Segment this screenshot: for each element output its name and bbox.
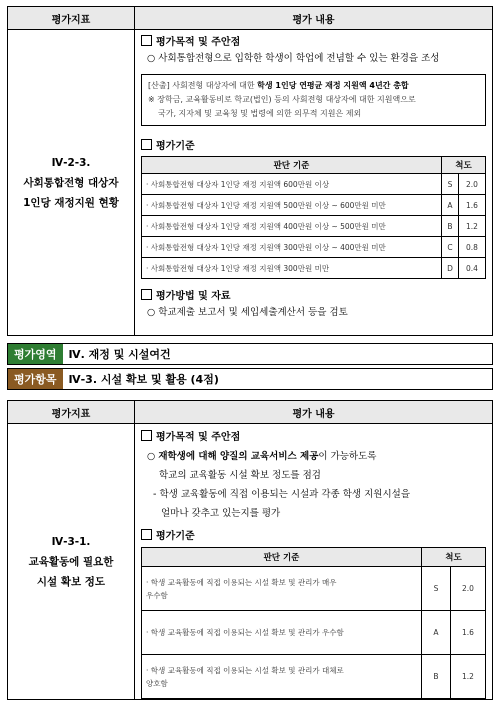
criteria-grade: A	[442, 195, 459, 216]
checkbox-square-icon	[141, 529, 152, 540]
table-body-row	[8, 424, 493, 700]
evaluation-table-2	[7, 400, 493, 700]
area-tag: 평가영역	[8, 344, 63, 364]
table-body-row	[8, 30, 493, 336]
purpose-section-title	[141, 428, 486, 443]
criteria-row	[142, 611, 486, 655]
criteria-text: · 사회통합전형 대상자 1인당 재정 지원액 500만원 이상 ~ 600만원 미만	[142, 195, 442, 216]
indicator-title-line1: 교육활동에 필요한	[28, 555, 114, 568]
purpose-line-1	[147, 447, 486, 466]
criteria-text-line2: 양호함	[146, 678, 168, 688]
header-indicator: 평가지표	[8, 401, 135, 424]
item-tag: 평가항목	[8, 369, 63, 389]
criteria-header-row	[142, 548, 486, 567]
indicator-title-line2: 1인당 재정지원 현황	[23, 196, 119, 209]
checkbox-square-icon	[141, 289, 152, 300]
criteria-grade: B	[422, 655, 451, 699]
calc-prefix: [산출] 사회전형 대상자에 대한	[148, 81, 258, 90]
criteria-value: 0.8	[459, 237, 486, 258]
criteria-title-text: 평가기준	[156, 531, 195, 542]
purpose-bullet: ○	[147, 451, 159, 462]
method-section-title	[141, 287, 486, 302]
criteria-text-line1: · 학생 교육활동에 직접 이용되는 시설 확보 및 관리가 대체로	[146, 665, 344, 675]
calculation-box	[141, 74, 486, 126]
purpose-section-title	[141, 33, 486, 48]
criteria-grade: B	[442, 216, 459, 237]
criteria-row	[142, 174, 486, 195]
checkbox-square-icon	[141, 35, 152, 46]
calc-bold: 학생 1인당 연평균 재정 지원액 4년간 총합	[257, 81, 409, 90]
purpose-suffix: 이 가능하도록	[318, 451, 377, 462]
criteria-value: 2.0	[451, 567, 486, 611]
purpose-bold: 재학생에 대해 양질의 교육서비스 제공	[158, 451, 319, 462]
criteria-title-text: 평가기준	[156, 141, 195, 152]
criteria-row	[142, 237, 486, 258]
indicator-code: Ⅳ-3-1.	[51, 535, 91, 548]
evaluation-table-1	[7, 6, 493, 336]
criteria-header-standard: 판단 기준	[142, 548, 422, 567]
criteria-text: · 사회통합전형 대상자 1인당 재정 지원액 300만원 이상 ~ 400만원 미만	[142, 237, 442, 258]
evaluation-item-bar	[7, 368, 493, 390]
header-indicator: 평가지표	[8, 7, 135, 30]
purpose-line-3: - 학생 교육활동에 직접 이용되는 시설과 각종 학생 지원시설을	[153, 489, 411, 500]
criteria-row	[142, 567, 486, 611]
calc-note-1: ※ 장학금, 교육활동비로 학교(법인) 등의 사회전형 대상자에 대한 지원액으로	[148, 95, 416, 104]
purpose-title-text: 평가목적 및 주안점	[156, 37, 241, 48]
criteria-text	[142, 567, 422, 611]
criteria-grade: A	[422, 611, 451, 655]
criteria-grade: C	[442, 237, 459, 258]
calc-line	[148, 79, 479, 93]
purpose-line-4: 얼마나 갖추고 있는지를 평가	[161, 508, 281, 519]
criteria-value: 1.6	[459, 195, 486, 216]
content-cell	[135, 30, 493, 336]
indicator-cell	[8, 424, 135, 700]
calc-note-2: 국가, 지자체 및 교육청 및 법령에 의한 의무적 지원은 제외	[158, 109, 362, 118]
criteria-header-row	[142, 157, 486, 174]
indicator-title-line1: 사회통합전형 대상자	[23, 176, 119, 189]
evaluation-area-bar	[7, 343, 493, 365]
criteria-table	[141, 156, 486, 279]
purpose-line-2: 학교의 교육활동 시설 확보 정도를 점검	[159, 470, 321, 481]
criteria-text	[142, 655, 422, 699]
purpose-title-text: 평가목적 및 주안점	[156, 432, 241, 443]
criteria-value: 1.6	[451, 611, 486, 655]
criteria-text: · 사회통합전형 대상자 1인당 재정 지원액 600만원 이상	[142, 174, 442, 195]
criteria-row	[142, 216, 486, 237]
checkbox-square-icon	[141, 139, 152, 150]
criteria-row	[142, 258, 486, 279]
criteria-grade: S	[422, 567, 451, 611]
method-text: ○ 학교제출 보고서 및 세입세출계산서 등을 검토	[147, 307, 348, 318]
criteria-grade: D	[442, 258, 459, 279]
criteria-value: 1.2	[451, 655, 486, 699]
criteria-text: · 사회통합전형 대상자 1인당 재정 지원액 400만원 이상 ~ 500만원 미만	[142, 216, 442, 237]
criteria-row	[142, 195, 486, 216]
criteria-header-standard: 판단 기준	[142, 157, 442, 174]
area-text: Ⅳ. 재정 및 시설여건	[68, 348, 171, 361]
criteria-value: 0.4	[459, 258, 486, 279]
indicator-title-line2: 시설 확보 정도	[36, 575, 106, 588]
criteria-text-line1: · 학생 교육활동에 직접 이용되는 시설 확보 및 관리가 우수함	[146, 628, 344, 637]
criteria-text	[142, 611, 422, 655]
indicator-code: Ⅳ-2-3.	[51, 156, 91, 169]
purpose-text: ○ 사회통합전형으로 입학한 학생이 학업에 전념할 수 있는 환경을 조성	[147, 53, 440, 64]
criteria-header-scale: 척도	[442, 157, 486, 174]
criteria-text: · 사회통합전형 대상자 1인당 재정 지원액 300만원 미만	[142, 258, 442, 279]
criteria-text-line2: 우수함	[146, 590, 168, 600]
indicator-cell	[8, 30, 135, 336]
criteria-section-title	[141, 527, 486, 542]
checkbox-square-icon	[141, 430, 152, 441]
criteria-text-line1: · 학생 교육활동에 직접 이용되는 시설 확보 및 관리가 매우	[146, 577, 337, 587]
criteria-header-scale: 척도	[422, 548, 486, 567]
table-header-row	[8, 7, 493, 30]
criteria-table	[141, 547, 486, 699]
item-text: Ⅳ-3. 시설 확보 및 활용 (4점)	[68, 373, 219, 386]
criteria-section-title	[141, 137, 486, 152]
table-header-row	[8, 401, 493, 424]
criteria-value: 2.0	[459, 174, 486, 195]
header-content: 평가 내용	[135, 401, 493, 424]
header-content: 평가 내용	[135, 7, 493, 30]
content-cell	[135, 424, 493, 700]
criteria-value: 1.2	[459, 216, 486, 237]
method-title-text: 평가방법 및 자료	[156, 291, 231, 302]
criteria-row	[142, 655, 486, 699]
criteria-grade: S	[442, 174, 459, 195]
